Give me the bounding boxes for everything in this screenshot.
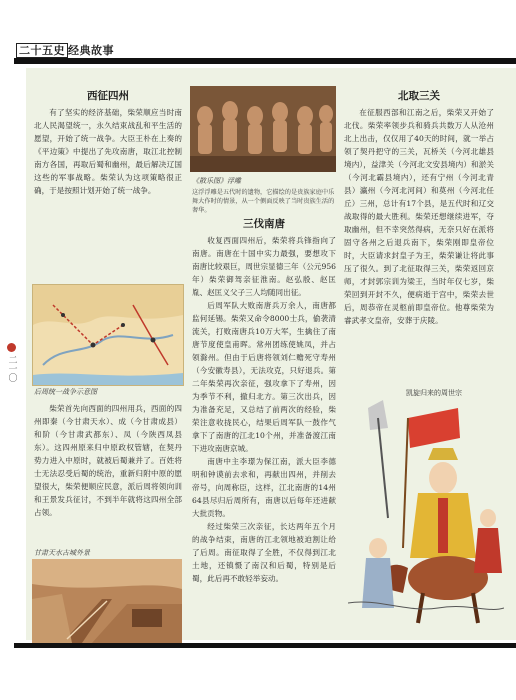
section-title-west: 西征四州 bbox=[87, 90, 129, 102]
emperor-procession-illustration bbox=[348, 398, 504, 630]
running-header bbox=[16, 42, 114, 58]
section-title-south: 三伐南唐 bbox=[243, 218, 285, 230]
column-right bbox=[344, 88, 494, 327]
section-title-north: 北取三关 bbox=[398, 90, 440, 102]
section-west-paragraph-2: 柴荣首先向西面的四州用兵，西面的四州即秦（今甘肃天水）、成（今甘肃成县）和阶（今甘肃武都东）、凤（今陕西凤县东）。这四州原来归中原政权管辖，在契丹势力进入中原时，就被后蜀兼并了。百姓将士无法忍受后蜀的统治，重新归附中原的愿望很大，柴荣便顺应民意，派后周将领向训和王景发兵征讨，不到半年就将这四州全部占领。 bbox=[34, 404, 182, 517]
column-left bbox=[34, 88, 182, 197]
photo-caption: 甘肃天水古城外景 bbox=[34, 549, 90, 557]
section-north-paragraph-1: 在征服西部和江南之后，柴荣又开始了北伐。柴荣率领步兵和骑兵共数万人从沧州北上出击，仅仅用了40天的时间，就一举占领了契丹把守的三关，瓦桥关（今河北雄县境内），益津关（今河北文安县境内）和淤关（今河北霸县境内），还有宁州（今河北青县）瀛州（今河北河间）和莫州（今河北任丘）三州，总计有17个县，是五代时和辽交战取得的最大胜利。柴荣还想继续进军，夺取幽州，但不幸突然得病，无奈只好在派将固守各州之后退兵南下，柴荣刚即皇帝位时，大臣请求封皇子为王，柴荣谦让将此事压了很久。到了北征取得三关，柴荣返回京师，才封郭宗训为梁王，当时年仅七岁，柴荣回到开封不久，便病逝于宫中，柴荣去世后，周恭帝在灵柩前即皇帝位。他尊柴荣为睿武孝文皇帝，安葬于庆陵。 bbox=[344, 108, 494, 325]
page-number: 二一〇 bbox=[6, 355, 17, 382]
section-south-paragraph-3: 南唐中主李璟为保江南，派大臣李德明和钟谟前去求和，再献出四州，并削去帝号，向周称臣，这样，江北南唐的14州64县尽归后周所有，南唐以后每年还进献大批贡物。 bbox=[192, 457, 336, 518]
page-body bbox=[26, 68, 516, 640]
section-south-paragraph-1: 收复西面四州后，柴荣将兵锋指向了南唐。南唐在十国中实力最强，要想攻下南唐比较艰巨，周世宗显德三年（公元956年）柴荣御驾亲征淮南。赵弘殷、赵匡胤、赵匡义父子三人均随同出征。 bbox=[192, 236, 336, 297]
illustration-caption: 凯旋归来的周世宗 bbox=[406, 389, 462, 397]
page-marker-icon bbox=[7, 343, 16, 352]
section-south-paragraph-2: 后周军队大败南唐兵万余人，南唐都监何延锡。柴荣又命令8000士兵，偷袭清流关，打败南唐兵10万大军，生擒住了南唐节度使皇甫晖。常州团练使姚凤，并占领滁州。但由于后唐将领刘仁赡死守寿州（今安徽寿县），无法攻克，只好退兵。第二年柴荣再次亲征，强攻拿下了寿州，因为季节不利，撤归北方。第三次出兵，因为准备充足，又总结了前两次的经验，柴荣注意收拢民心，结果后周军队一鼓作气拿下了南唐的江北10个州，并准备渡江南下进攻南唐京城。 bbox=[192, 301, 336, 453]
column-left-lower bbox=[34, 402, 182, 519]
column-middle bbox=[192, 216, 336, 585]
painting-caption-text: 这浮浮雕是五代时的遗物，它描绘的是贵族家庭中乐舞大作时的情景，从一个侧面反映了当时贵族生活的奢华。 bbox=[192, 189, 335, 214]
painting-caption-title: 《散乐图》浮雕 bbox=[192, 177, 241, 185]
relief-painting-image bbox=[190, 86, 336, 172]
bottom-rule bbox=[14, 643, 516, 648]
top-rule bbox=[14, 58, 516, 64]
campaign-map-image bbox=[32, 284, 184, 386]
tianshui-photo bbox=[32, 559, 182, 643]
page-number-block bbox=[4, 343, 18, 382]
painting-caption-block bbox=[192, 176, 336, 215]
header-boxed-title: 二十五史 bbox=[16, 43, 68, 58]
map-caption: 后周统一战争示意图 bbox=[34, 388, 97, 396]
header-title-rest: 经典故事 bbox=[68, 44, 114, 57]
section-south-paragraph-4: 经过柴荣三次亲征，长达两年五个月的战争结束，南唐的江北领地被迫割让给了后周。南征取得了全胜，不仅得到江北土地，还镇慑了南汉和后蜀，特别是后蜀，此后再不敢轻举妄动。 bbox=[192, 522, 336, 583]
section-west-paragraph-1: 有了坚实的经济基础，柴荣顺应当时南北人民渴望统一，永久结束战乱和平生活的愿望，开始了统一战争。大臣王朴在上奏的《平边策》中提出了先攻南唐，取江北控制南方各国，再取后蜀和幽州，最后解决辽国这些的军事战略。柴荣认为这项策略很正确，于是按照计划开始了统一战争。 bbox=[34, 108, 182, 195]
